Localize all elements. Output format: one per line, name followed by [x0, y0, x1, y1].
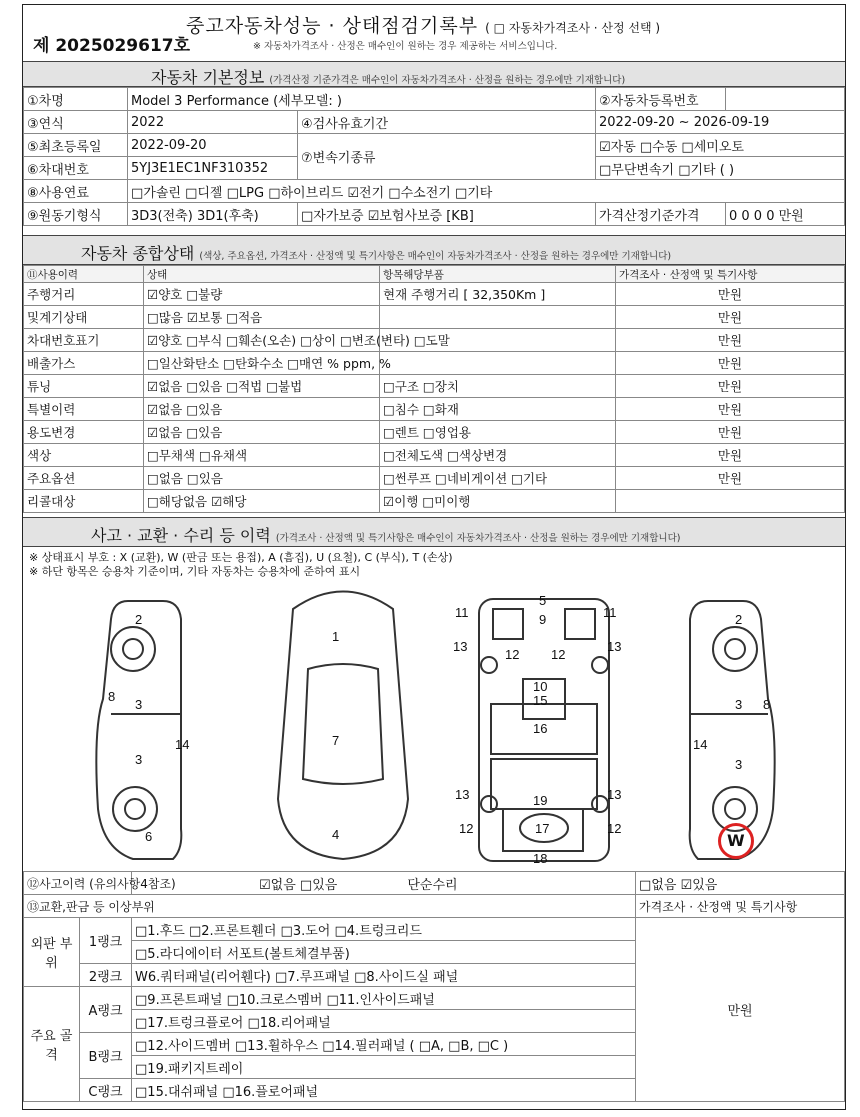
- svg-text:11: 11: [455, 605, 469, 620]
- status-price: 만원: [616, 421, 845, 444]
- parts-price: 만원: [636, 918, 845, 1102]
- label-base-price: 가격산정기준가격: [596, 203, 726, 226]
- svg-text:3: 3: [135, 752, 143, 767]
- title-note: ※ 자동차가격조사 · 산정은 매수인이 원하는 경우 제공하는 서비스입니다.: [253, 41, 558, 52]
- value-base-price: 0 0 0 0 만원: [726, 203, 845, 226]
- rank-a-line-2: □17.트렁크플로어 □18.리어패널: [132, 1010, 636, 1033]
- svg-text:12: 12: [551, 647, 566, 662]
- status-row: [24, 398, 845, 421]
- svg-text:4: 4: [332, 827, 340, 842]
- status-price: 만원: [616, 375, 845, 398]
- status-row: [24, 283, 845, 306]
- status-state: □일산화탄소 □탄화수소 □매연 % ppm, %: [144, 352, 380, 375]
- label-parts-price: 가격조사 · 산정액 및 특기사항: [636, 895, 845, 918]
- svg-text:13: 13: [607, 639, 622, 654]
- status-row: [24, 352, 845, 375]
- status-item: 용도변경: [24, 421, 144, 444]
- status-row: [24, 329, 845, 352]
- accident-history-table: [23, 871, 845, 1102]
- status-price: [616, 490, 845, 513]
- status-head-parts: 항목해당부품: [380, 266, 616, 283]
- status-table: [23, 265, 845, 283]
- status-state: □없음 □있음: [144, 467, 380, 490]
- simple-repair-values: □없음 ☑있음: [636, 872, 845, 895]
- rank-b-line-1: □12.사이드멤버 □13.휠하우스 □14.필러패널 ( □A, □B, □C ): [132, 1033, 636, 1056]
- status-price: 만원: [616, 283, 845, 306]
- svg-text:6: 6: [145, 829, 153, 844]
- status-item: 및계기상태: [24, 306, 144, 329]
- label-validity: ④검사유효기간: [298, 111, 596, 134]
- rank-1-line-2: □5.라디에이터 서포트(볼트체결부품): [132, 941, 636, 964]
- rank-b-line-2: □19.패키지트레이: [132, 1056, 636, 1079]
- fuel-options: □가솔린 □디젤 □LPG □하이브리드 ☑전기 □수소전기 □기타: [128, 180, 845, 203]
- transmission-options-1: ☑자동 □수동 □세미오토: [596, 134, 845, 157]
- svg-text:15: 15: [533, 693, 548, 708]
- inspection-record: [22, 4, 846, 1110]
- label-year: ③연식: [24, 111, 128, 134]
- status-state: □무채색 □유채색: [144, 444, 380, 467]
- status-rows: [23, 282, 845, 513]
- status-row: [24, 467, 845, 490]
- status-parts: 현재 주행거리 [ 32,350Km ]: [380, 283, 616, 306]
- transmission-options-2: □무단변속기 □기타 ( ): [596, 157, 845, 180]
- svg-text:2: 2: [135, 612, 143, 627]
- svg-text:14: 14: [693, 737, 708, 752]
- label-first-reg: ⑤최초등록일: [24, 134, 128, 157]
- status-parts: □썬루프 □네비게이션 □기타: [380, 467, 616, 490]
- svg-text:12: 12: [459, 821, 474, 836]
- document-title: 중고자동차성능 · 상태점검기록부 ( □ 자동차가격조사 · 산정 선택 ): [186, 15, 661, 37]
- rank-a: A랭크: [80, 987, 132, 1033]
- status-item: 배출가스: [24, 352, 144, 375]
- status-head-price: 가격조사 · 산정액 및 특기사항: [616, 266, 845, 283]
- status-row: [24, 421, 845, 444]
- status-row: [24, 444, 845, 467]
- svg-text:8: 8: [763, 697, 771, 712]
- status-item: 리콜대상: [24, 490, 144, 513]
- vehicle-diagram: [23, 579, 845, 871]
- status-state: ☑양호 □부식 □훼손(오손) □상이 □변조(변타) □도말: [144, 329, 380, 352]
- status-state: □해당없음 ☑해당: [144, 490, 380, 513]
- status-parts: □렌트 □영업용: [380, 421, 616, 444]
- label-accident-history: ⑫사고이력 (유의사항4참조): [24, 872, 132, 895]
- status-head-history: ⑪사용이력: [24, 266, 144, 283]
- status-row: [24, 306, 845, 329]
- label-reg-no: ②자동차등록번호: [596, 88, 726, 111]
- status-parts: □침수 □화재: [380, 398, 616, 421]
- status-head-state: 상태: [144, 266, 380, 283]
- label-motor: ⑨원동기형식: [24, 203, 128, 226]
- status-section-header: 자동차 종합상태 (색상, 주요옵션, 가격조사 · 산정액 및 특기사항은 매수인이 자동차가격조사 · 산정을 원하는 경우에만 기재합니다): [23, 235, 845, 265]
- status-state: □많음 ☑보통 □적음: [144, 306, 380, 329]
- status-row: [24, 490, 845, 513]
- label-parts: ⑬교환,판금 등 이상부위: [24, 895, 636, 918]
- svg-text:12: 12: [607, 821, 622, 836]
- svg-text:18: 18: [533, 851, 548, 866]
- svg-text:13: 13: [455, 787, 470, 802]
- status-parts: ☑이행 □미이행: [380, 490, 616, 513]
- status-item: 색상: [24, 444, 144, 467]
- status-parts: [380, 306, 616, 329]
- rank-2: 2랭크: [80, 964, 132, 987]
- svg-text:3: 3: [735, 697, 743, 712]
- status-price: 만원: [616, 444, 845, 467]
- svg-text:12: 12: [505, 647, 520, 662]
- value-vin: 5YJ3E1EC1NF310352: [128, 157, 298, 180]
- label-outer-panels: 외판 부위: [24, 918, 80, 987]
- value-first-reg: 2022-09-20: [128, 134, 298, 157]
- svg-text:3: 3: [735, 757, 743, 772]
- status-price: 만원: [616, 467, 845, 490]
- svg-text:7: 7: [332, 733, 340, 748]
- svg-text:5: 5: [539, 593, 547, 608]
- rank-2-line-1: W6.쿼터패널(리어휀다) □7.루프패널 □8.사이드실 패널: [132, 964, 636, 987]
- status-price: 만원: [616, 352, 845, 375]
- svg-text:8: 8: [108, 689, 116, 704]
- svg-text:19: 19: [533, 793, 548, 808]
- svg-text:10: 10: [533, 679, 548, 694]
- value-reg-no: [726, 88, 845, 111]
- rank-b: B랭크: [80, 1033, 132, 1079]
- status-price: 만원: [616, 329, 845, 352]
- status-state: ☑없음 □있음: [144, 398, 380, 421]
- label-transmission: ⑦변속기종류: [298, 134, 596, 180]
- svg-text:16: 16: [533, 721, 548, 736]
- accident-history-values: ☑없음 □있음 단순수리: [132, 872, 636, 895]
- warranty-options: □자가보증 ☑보험사보증 [KB]: [298, 203, 596, 226]
- rank-c-line-1: □15.대쉬패널 □16.플로어패널: [132, 1079, 636, 1102]
- value-motor: 3D3(전축) 3D1(후축): [128, 203, 298, 226]
- svg-text:3: 3: [135, 697, 143, 712]
- status-item: 특별이력: [24, 398, 144, 421]
- rank-c: C랭크: [80, 1079, 132, 1102]
- status-symbol-legend: ※ 상태표시 부호 : X (교환), W (판금 또는 용접), A (흠집), U (요철), C (부식), T (손상): [29, 551, 453, 564]
- status-parts: [380, 352, 616, 375]
- document-number: 제 2025029617호: [33, 36, 191, 56]
- svg-text:1: 1: [332, 629, 340, 644]
- label-vin: ⑥차대번호: [24, 157, 128, 180]
- label-fuel: ⑧사용연료: [24, 180, 128, 203]
- label-main-frame: 주요 골격: [24, 987, 80, 1102]
- status-state: ☑양호 □불량: [144, 283, 380, 306]
- w-mark-label: W: [727, 831, 745, 850]
- standard-note: ※ 하단 항목은 승용차 기준이며, 기타 자동차는 승용차에 준하여 표시: [29, 565, 361, 578]
- svg-text:17: 17: [535, 821, 550, 836]
- status-state: ☑없음 □있음: [144, 421, 380, 444]
- status-item: 주요옵션: [24, 467, 144, 490]
- rank-1-line-1: □1.후드 □2.프론트휀더 □3.도어 □4.트렁크리드: [132, 918, 636, 941]
- status-item: 차대번호표기: [24, 329, 144, 352]
- accident-section-header: 사고 · 교환 · 수리 등 이력 (가격조사 · 산정액 및 특기사항은 매수인이 자동차가격조사 · 산정을 원하는 경우에만 기재합니다): [23, 517, 845, 547]
- svg-text:14: 14: [175, 737, 190, 752]
- value-car-name: Model 3 Performance (세부모델: ): [128, 88, 596, 111]
- status-price: 만원: [616, 398, 845, 421]
- status-parts: □전체도색 □색상변경: [380, 444, 616, 467]
- value-year: 2022: [128, 111, 298, 134]
- status-item: 주행거리: [24, 283, 144, 306]
- rank-a-line-1: □9.프론트패널 □10.크로스멤버 □11.인사이드패널: [132, 987, 636, 1010]
- svg-text:13: 13: [453, 639, 468, 654]
- status-parts: □구조 □장치: [380, 375, 616, 398]
- document-header: [23, 5, 845, 62]
- basic-info-section-header: 자동차 기본정보 (가격산정 기준가격은 매수인이 자동차가격조사 · 산정을 원하는 경우에만 기재합니다): [23, 61, 845, 87]
- svg-text:2: 2: [735, 612, 743, 627]
- svg-text:11: 11: [603, 605, 617, 620]
- status-state: ☑없음 □있음 □적법 □불법: [144, 375, 380, 398]
- basic-info-table: [23, 87, 845, 226]
- rank-1: 1랭크: [80, 918, 132, 964]
- status-price: 만원: [616, 306, 845, 329]
- value-validity: 2022-09-20 ~ 2026-09-19: [596, 111, 845, 134]
- status-item: 튜닝: [24, 375, 144, 398]
- status-row: [24, 375, 845, 398]
- label-car-name: ①차명: [24, 88, 128, 111]
- svg-text:9: 9: [539, 612, 547, 627]
- svg-text:13: 13: [607, 787, 622, 802]
